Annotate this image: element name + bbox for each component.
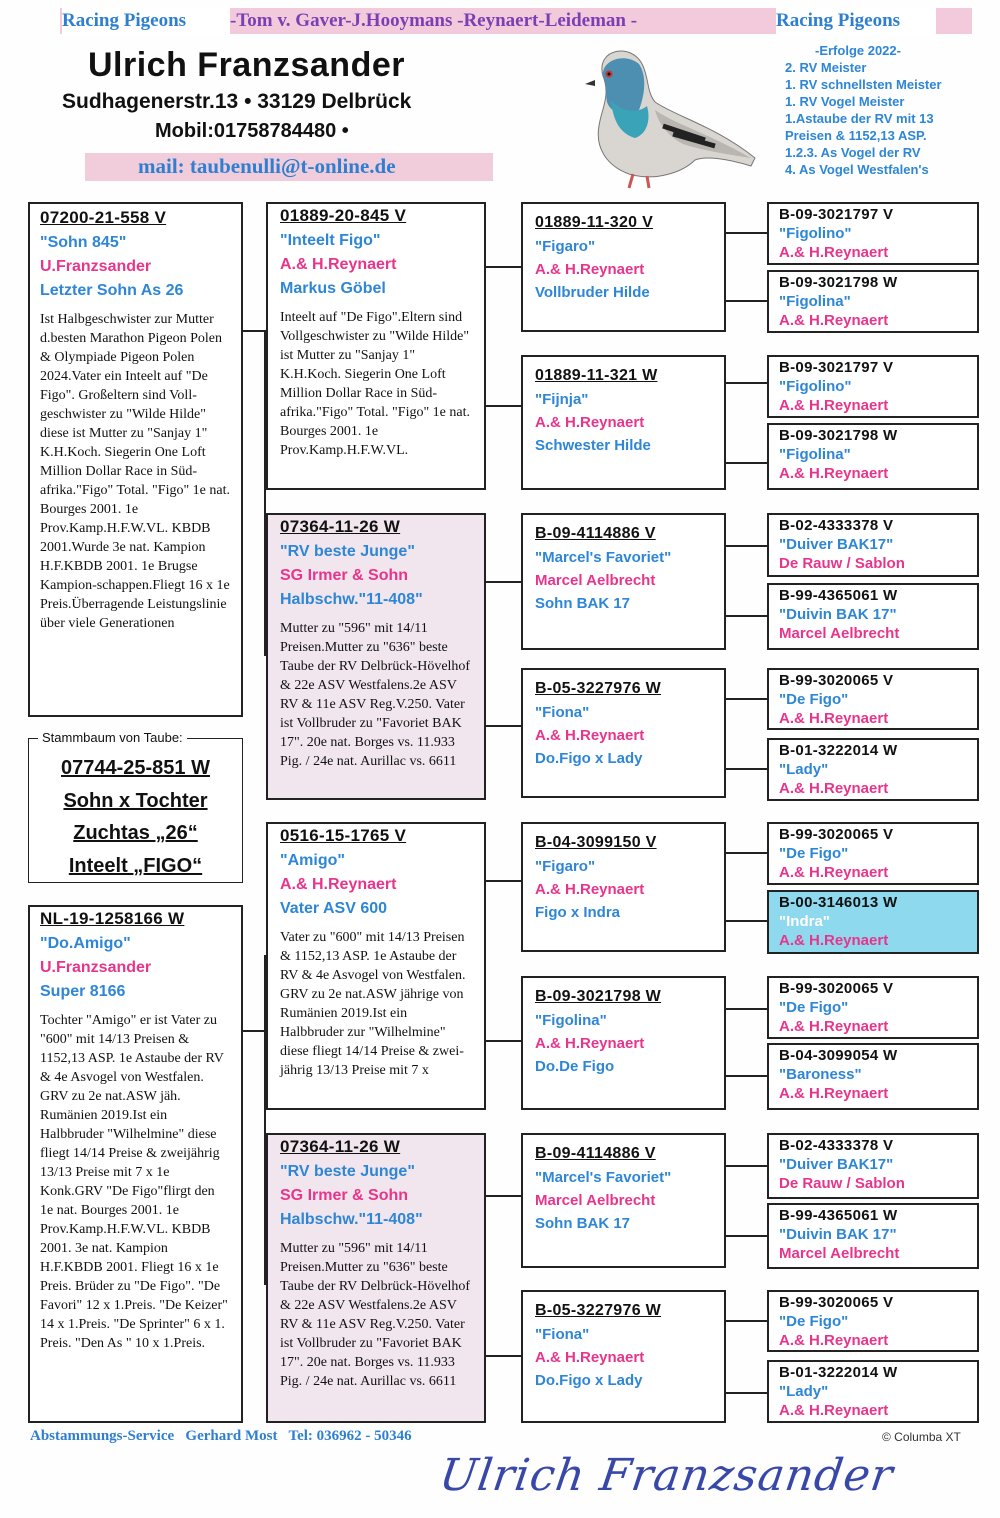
success-line: 1.2.3. As Vogel der RV: [785, 145, 921, 160]
gen3-card[interactable]: [521, 668, 726, 798]
gen4-ring: B-02-4333378 V: [779, 1137, 894, 1154]
mother-extra: Super 8166: [40, 983, 126, 1000]
gen4-ring: B-09-3021797 V: [779, 359, 894, 376]
gen2-card[interactable]: [266, 202, 486, 490]
gen4-card[interactable]: [767, 1133, 979, 1199]
gen4-card[interactable]: [767, 822, 979, 885]
gen2-ring: 01889-20-845 V: [280, 206, 407, 225]
header-right-label: Racing Pigeons: [776, 8, 936, 34]
gen3-ring: B-09-4114886 V: [535, 525, 656, 542]
gen4-card[interactable]: [767, 1043, 979, 1110]
signature: Ulrich Franzsander: [436, 1450, 897, 1501]
gen3-breeder: Marcel Aelbrecht: [535, 572, 656, 589]
gen3-extra: Do.Figo x Lady: [535, 750, 643, 767]
mother-name: "Do.Amigo": [40, 935, 131, 952]
success-line: 1. RV schnellsten Meister: [785, 77, 942, 92]
connector-line: [485, 1355, 521, 1357]
connector-line: [725, 462, 767, 464]
gen3-card[interactable]: [521, 513, 726, 650]
footer-copyright: © Columba XT: [882, 1430, 961, 1444]
gen2-extra: Halbschw."11-408": [280, 591, 423, 608]
gen4-name: "De Figo": [779, 845, 849, 862]
gen3-ring: B-05-3227976 W: [535, 1302, 662, 1319]
subject-lines: [28, 752, 243, 882]
connector-line: [725, 232, 767, 234]
gen4-ring: B-09-3021798 W: [779, 274, 898, 291]
gen2-extra: Vater ASV 600: [280, 900, 388, 917]
connector-line: [242, 1030, 266, 1032]
successes-title: -Erfolge 2022-: [815, 43, 901, 58]
gen4-breeder: A.& H.Reynaert: [779, 244, 889, 261]
subject-ring: 07744-25-851 W: [61, 757, 210, 779]
father-description: Ist Halbgeschwister zur Mutter d.besten Marathon Pigeon Polen & Olympiade Pigeon Polen 2024.Vater ein Inteelt auf "De Figo". Großeltern sind Voll-geschwister zu "Wilde Hilde" diese ist Mutter zu "Sanjay 1" K.H.Koch. Siegerin One Loft Million Dollar Race in Süd-afrika."Figo" Total. "Figo" 1e nat. Bourges 2001. 1e Prov.Kamp.H.F.W.VL. KBDB 2001.Wurde 3e nat. Kampion H.F.KBDB 2001. 1e Brugse Kampion-schappen.Fliegt 16 x 1e Preis.Überragende Leistungslinie über viele Generationen: [40, 312, 230, 631]
success-line: 1. RV Vogel Meister: [785, 94, 905, 109]
gen4-card[interactable]: [767, 1203, 979, 1269]
gen3-card[interactable]: [521, 1290, 726, 1423]
gen4-ring: B-99-3020065 V: [779, 672, 894, 689]
gen2-name: "RV beste Junge": [280, 1163, 415, 1180]
gen3-name: "Fiona": [535, 704, 590, 721]
gen4-card[interactable]: [767, 1290, 979, 1352]
gen4-name: "Duiver BAK17": [779, 536, 894, 553]
gen4-card[interactable]: [767, 976, 979, 1039]
gen4-breeder: A.& H.Reynaert: [779, 1085, 889, 1102]
gen3-card[interactable]: [521, 976, 726, 1110]
gen4-name: "Duivin BAK 17": [779, 606, 897, 623]
gen4-name: "Baroness": [779, 1066, 862, 1083]
gen4-ring: B-09-3021797 V: [779, 206, 894, 223]
subject-legend: Stammbaum von Taube:: [38, 730, 187, 745]
header-lineage: -Tom v. Gaver-J.Hooymans -Reynaert-Leideman -: [230, 10, 638, 31]
gen4-name: "Duiver BAK17": [779, 1156, 894, 1173]
connector-line: [725, 300, 767, 302]
connector-line: [725, 545, 767, 547]
gen3-card[interactable]: [521, 822, 726, 952]
gen4-breeder: A.& H.Reynaert: [779, 864, 889, 881]
gen3-ring: 01889-11-321 W: [535, 367, 658, 384]
gen3-card[interactable]: [521, 1133, 726, 1268]
connector-line: [725, 852, 767, 854]
gen4-ring: B-99-3020065 V: [779, 1294, 894, 1311]
gen2-ring: 0516-15-1765 V: [280, 826, 407, 845]
gen3-extra: Sohn BAK 17: [535, 595, 631, 612]
gen3-name: "Marcel's Favoriet": [535, 1169, 672, 1186]
gen2-name: "RV beste Junge": [280, 543, 415, 560]
gen4-name: "Figolino": [779, 378, 852, 395]
gen3-ring: B-05-3227976 W: [535, 680, 662, 697]
father-card[interactable]: [28, 202, 243, 717]
gen4-breeder: De Rauw / Sablon: [779, 555, 905, 572]
connector-line: [485, 725, 521, 727]
gen4-card[interactable]: [767, 583, 979, 650]
gen3-extra: Do.De Figo: [535, 1058, 615, 1075]
gen4-card[interactable]: [767, 513, 979, 577]
connector-line: [725, 1008, 767, 1010]
gen3-breeder: A.& H.Reynaert: [535, 1035, 645, 1052]
gen4-name: "Lady": [779, 1383, 829, 1400]
gen4-breeder: A.& H.Reynaert: [779, 1018, 889, 1035]
gen3-name: "Figaro": [535, 858, 596, 875]
connector-line: [725, 698, 767, 700]
gen2-description: Inteelt auf "De Figo".Eltern sind Vollgeschwister zu "Wilde Hilde" ist Mutter zu "Sanjay 1" K.H.Koch. Siegerin One Loft Million Dollar Race in Süd-afrika."Figo" Total. "Figo" 1e nat. Bourges 2001. 1e Prov.Kamp.H.F.W.VL.: [280, 310, 470, 458]
success-line: 1.Astaube der RV mit 13: [785, 111, 934, 126]
gen4-card-highlighted[interactable]: [767, 890, 979, 954]
gen2-description: Mutter zu "596" mit 14/11 Preisen.Mutter zu "636" beste Taube der RV Delbrück-Hövelhof & 22e ASV Westfalens.2e ASV RV & 11e ASV Reg.V.250. Vater ist Vollbruder zu "Favoriet BAK 17". 20e nat. Borges vs. 11.933 Pig. / 24e nat. Aurillac vs. 6611: [280, 1241, 471, 1389]
gen3-breeder: A.& H.Reynaert: [535, 261, 645, 278]
gen2-card[interactable]: [266, 513, 486, 800]
breeder-address: Sudhagenerstr.13 • 33129 Delbrück: [62, 90, 412, 113]
gen4-name: "Figolino": [779, 225, 852, 242]
gen2-card[interactable]: [266, 822, 486, 1110]
gen4-ring: B-01-3222014 W: [779, 742, 898, 759]
subject-line-2: Zuchtas „26“: [73, 822, 198, 844]
gen3-name: "Fijnja": [535, 391, 589, 408]
gen2-name: "Inteelt Figo": [280, 232, 381, 249]
success-line: 4. As Vogel Westfalen's: [785, 162, 929, 177]
mother-card[interactable]: [28, 905, 243, 1423]
gen4-card[interactable]: [767, 738, 979, 801]
header-left-label: Racing Pigeons: [62, 8, 230, 34]
mail-address[interactable]: mail: taubenulli@t-online.de: [138, 154, 396, 178]
gen4-ring: B-99-3020065 V: [779, 826, 894, 843]
gen3-extra: Figo x Indra: [535, 904, 621, 921]
connector-line: [485, 1195, 521, 1197]
subject-line-3: Inteelt „FIGO“: [68, 854, 203, 877]
mother-description: Tochter "Amigo" er ist Vater zu "600" mit 14/13 Preisen & 1152,13 ASP. 1e Astaube der RV & 4e Asvogel von Westfalen. GRV zu 2e nat.ASW jäh. Rumänien 2019.Ist ein Halbbruder "Wilhelmine" diese fliegt 14/14 Preise & zweijährig 13/13 Preise mit 7 x 1e Konk.GRV "De Figo"flirgt den 1e nat. Bourges 2001. 1e Prov.Kamp.H.F.W.VL. KBDB 2001. 3e nat. Kampion H.F.KBDB 2001. Fliegt 16 x 1e Preis. Brüder zu "De Figo". "De Favori" 12 x 1.Preis. "De Keizer" 14 x 1.Preis. "De Sprinter" 6 x 1. Preis. "Den As " 10 x 1.Preis.: [40, 1013, 228, 1351]
connector-line: [725, 1235, 767, 1237]
gen4-ring: B-99-4365061 W: [779, 587, 898, 604]
gen4-ring: B-99-4365061 W: [779, 1207, 898, 1224]
success-line: Preisen & 1152,13 ASP.: [785, 128, 927, 143]
connector-line: [485, 1040, 521, 1042]
footer-service: Abstammungs-Service Gerhard Most Tel: 036962 - 50346: [30, 1428, 412, 1444]
gen4-name: "Lady": [779, 761, 829, 778]
breeder-mobile: Mobil:01758784480 •: [155, 120, 349, 142]
gen4-name: "Duivin BAK 17": [779, 1226, 897, 1243]
gen4-name: "Indra": [779, 913, 830, 930]
gen4-card[interactable]: [767, 423, 979, 490]
gen3-extra: Schwester Hilde: [535, 437, 651, 454]
mother-ring: NL-19-1258166 W: [40, 909, 185, 928]
subject-line-1: Sohn x Tochter: [63, 789, 208, 812]
gen3-extra: Do.Figo x Lady: [535, 1372, 643, 1389]
gen4-name: "De Figo": [779, 691, 849, 708]
gen3-breeder: Marcel Aelbrecht: [535, 1192, 656, 1209]
father-ring: 07200-21-558 V: [40, 208, 167, 227]
gen4-breeder: A.& H.Reynaert: [779, 1332, 889, 1349]
father-name: "Sohn 845": [40, 234, 127, 251]
gen4-breeder: A.& H.Reynaert: [779, 932, 889, 949]
gen3-card[interactable]: [521, 355, 726, 490]
gen4-breeder: A.& H.Reynaert: [779, 465, 889, 482]
connector-line: [725, 1165, 767, 1167]
gen3-name: "Figaro": [535, 238, 596, 255]
connector-line: [725, 382, 767, 384]
gen2-breeder: A.& H.Reynaert: [280, 876, 397, 893]
gen4-card[interactable]: [767, 1360, 979, 1423]
connector-line: [725, 1392, 767, 1394]
father-extra: Letzter Sohn As 26: [40, 282, 184, 299]
gen4-card[interactable]: [767, 668, 979, 730]
gen2-extra: Halbschw."11-408": [280, 1211, 423, 1228]
gen3-extra: Sohn BAK 17: [535, 1215, 631, 1232]
connector-line: [725, 768, 767, 770]
gen4-name: "De Figo": [779, 999, 849, 1016]
gen4-ring: B-02-4333378 V: [779, 517, 894, 534]
gen3-breeder: A.& H.Reynaert: [535, 1349, 645, 1366]
gen3-breeder: A.& H.Reynaert: [535, 727, 645, 744]
gen4-card[interactable]: [767, 270, 979, 333]
mother-breeder: U.Franzsander: [40, 959, 152, 976]
gen2-ring: 07364-11-26 W: [280, 517, 401, 536]
pigeon-image: [555, 40, 760, 190]
connector-line: [485, 405, 521, 407]
gen2-breeder: SG Irmer & Sohn: [280, 1187, 409, 1204]
gen4-name: "De Figo": [779, 1313, 849, 1330]
gen3-ring: B-09-3021798 W: [535, 988, 662, 1005]
gen4-card[interactable]: [767, 355, 979, 418]
gen3-ring: B-04-3099150 V: [535, 834, 657, 851]
gen4-name: "Figolina": [779, 446, 851, 463]
gen4-breeder: Marcel Aelbrecht: [779, 625, 900, 642]
gen3-name: "Marcel's Favoriet": [535, 549, 672, 566]
gen4-breeder: A.& H.Reynaert: [779, 710, 889, 727]
gen4-ring: B-99-3020065 V: [779, 980, 894, 997]
gen4-breeder: A.& H.Reynaert: [779, 1402, 889, 1419]
gen3-ring: 01889-11-320 V: [535, 214, 654, 231]
gen4-ring: B-04-3099054 W: [779, 1047, 898, 1064]
gen4-breeder: De Rauw / Sablon: [779, 1175, 905, 1192]
gen4-breeder: A.& H.Reynaert: [779, 397, 889, 414]
gen2-description: Vater zu "600" mit 14/13 Preisen & 1152,13 ASP. 1e Astaube der RV & 4e Asvogel von Westfalen. GRV zu 2e nat.ASW jährige von Rumänien 2019.Ist ein Halbbruder zur "Wilhelmine" diese fliegt 14/14 Preise & zwei-jährig 13/13 Preise mit 7 x: [280, 930, 466, 1078]
gen3-name: "Figolina": [535, 1012, 607, 1029]
successes-block: [785, 42, 985, 178]
gen2-name: "Amigo": [280, 852, 345, 869]
gen3-name: "Fiona": [535, 1326, 590, 1343]
gen3-breeder: A.& H.Reynaert: [535, 414, 645, 431]
connector-line: [242, 330, 266, 332]
father-breeder: U.Franzsander: [40, 258, 152, 275]
gen4-ring: B-00-3146013 W: [779, 894, 898, 911]
gen3-card[interactable]: [521, 202, 726, 332]
gen2-ring: 07364-11-26 W: [280, 1137, 401, 1156]
connector-line: [485, 880, 521, 882]
connector-line: [485, 581, 521, 583]
gen4-card[interactable]: [767, 202, 979, 265]
gen3-extra: Vollbruder Hilde: [535, 284, 650, 301]
gen4-ring: B-01-3222014 W: [779, 1364, 898, 1381]
gen4-ring: B-09-3021798 W: [779, 427, 898, 444]
gen3-breeder: A.& H.Reynaert: [535, 881, 645, 898]
gen4-breeder: A.& H.Reynaert: [779, 780, 889, 797]
gen2-extra: Markus Göbel: [280, 280, 386, 297]
connector-line: [725, 615, 767, 617]
gen3-ring: B-09-4114886 V: [535, 1145, 656, 1162]
gen4-name: "Figolina": [779, 293, 851, 310]
gen2-card[interactable]: [266, 1133, 486, 1423]
connector-line: [725, 920, 767, 922]
gen2-description: Mutter zu "596" mit 14/11 Preisen.Mutter zu "636" beste Taube der RV Delbrück-Hövelhof & 22e ASV Westfalens.2e ASV RV & 11e ASV Reg.V.250. Vater ist Vollbruder zu "Favoriet BAK 17". 20e nat. Borges vs. 11.933 Pig. / 24e nat. Aurillac vs. 6611: [280, 621, 471, 769]
gen4-breeder: A.& H.Reynaert: [779, 312, 889, 329]
connector-line: [485, 266, 521, 268]
connector-line: [725, 1075, 767, 1077]
connector-line: [725, 1320, 767, 1322]
breeder-name: Ulrich Franzsander: [88, 46, 405, 84]
gen2-breeder: A.& H.Reynaert: [280, 256, 397, 273]
success-line: 2. RV Meister: [785, 60, 867, 75]
gen4-breeder: Marcel Aelbrecht: [779, 1245, 900, 1262]
gen2-breeder: SG Irmer & Sohn: [280, 567, 409, 584]
